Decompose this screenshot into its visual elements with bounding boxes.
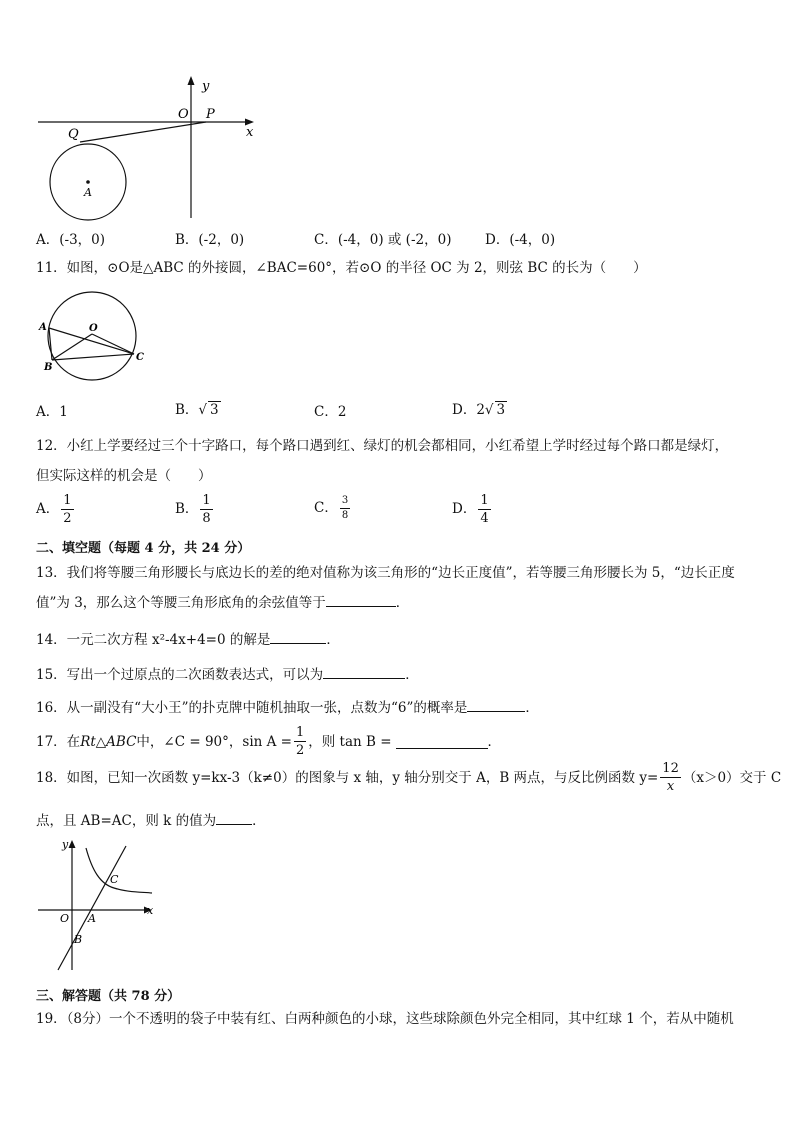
label-c: C <box>136 352 144 363</box>
fraction <box>61 494 73 525</box>
q13-question-line1: 13．我们将等腰三角形腰长与底边长的差的绝对值称为该三角形的“边长正度值”，若等腰三角形腰长为 5，“边长正度 <box>36 565 735 581</box>
q10-option-c: C．(-4，0) 或 (-2，0) <box>314 232 452 248</box>
label-a: A <box>84 186 92 199</box>
label-o: O <box>178 107 189 122</box>
label-x: x <box>246 125 254 140</box>
q11-option-b <box>175 398 221 418</box>
question-text: 14．一元二次方程 x²-4x+4=0 的解是 <box>36 632 271 648</box>
fraction <box>478 494 490 525</box>
q13-question-line2 <box>36 592 409 613</box>
numerator: 1 <box>480 493 489 508</box>
q15-question <box>36 664 419 685</box>
option-label: B． <box>175 501 199 517</box>
q10-option-b: B．(-2，0) <box>175 232 245 248</box>
fraction <box>340 496 350 521</box>
q12-option-c <box>314 496 352 521</box>
option-prefix: D．2 <box>452 402 485 418</box>
denominator: x <box>666 779 675 794</box>
answer-blank[interactable] <box>396 734 488 749</box>
q14-question <box>36 629 340 650</box>
q12-question-line2: 但实际这样的机会是（ ） <box>36 468 212 484</box>
question-text: 18．如图，已知一次函数 y=kx-3（k≠0）的图象与 x 轴，y 轴分别交于 A，B 两点，与反比例函数 y= <box>36 769 659 786</box>
q11-option-d <box>452 398 507 418</box>
segment-oc <box>92 334 134 354</box>
numerator: 3 <box>341 495 349 506</box>
option-prefix: B． <box>175 402 199 418</box>
q12-question-line1: 12．小红上学要经过三个十字路口，每个路口遇到红、绿灯的机会都相同，小红希望上学时经过每个路口都是绿灯， <box>36 438 729 454</box>
segment-ob <box>52 334 92 360</box>
label-a: A <box>39 322 47 333</box>
denominator: 8 <box>202 511 211 526</box>
rt-symbol: Rt <box>80 733 96 750</box>
q12-option-d <box>452 494 493 525</box>
denominator: 2 <box>63 511 72 526</box>
q18-figure <box>34 836 164 976</box>
q10-option-d: D．(-4，0) <box>485 232 556 248</box>
numerator: 12 <box>662 761 679 776</box>
q17-question <box>36 726 501 757</box>
label-x: x <box>147 904 154 917</box>
section-2-heading: 二、填空题（每题 4 分，共 24 分） <box>36 541 251 556</box>
radicand: 3 <box>496 402 506 418</box>
option-label: C． <box>314 500 338 516</box>
segment-ab <box>49 328 52 360</box>
period: ． <box>395 595 410 611</box>
label-y: y <box>202 79 210 94</box>
denominator: 4 <box>480 511 489 526</box>
question-text-end: （x＞0）交于 C <box>682 769 782 786</box>
numerator: 1 <box>63 493 72 508</box>
label-b: B <box>44 362 53 373</box>
q18-question-line2 <box>36 810 266 831</box>
q10-option-a: A．(-3，0) <box>36 232 106 248</box>
triangle-abc: △ABC <box>95 733 137 750</box>
y-axis-arrow <box>188 76 195 85</box>
denominator: 8 <box>341 510 349 521</box>
circumcircle-o <box>48 292 136 380</box>
question-post: ，则 tan B = <box>308 733 392 750</box>
period: ． <box>487 733 502 750</box>
q16-question <box>36 697 539 718</box>
q11-option-c: C．2 <box>314 404 347 420</box>
label-q: Q <box>68 127 79 142</box>
y-axis-arrow <box>69 840 76 848</box>
label-o: O <box>89 323 98 334</box>
question-mid: 中，∠C = 90°，sin A = <box>136 733 292 750</box>
question-text: 16．从一副没有“大小王”的扑克牌中随机抽取一张，点数为“6”的概率是 <box>36 700 468 716</box>
answer-blank[interactable] <box>323 664 405 679</box>
question-text: 值”为 3，那么这个等腰三角形底角的余弦值等于 <box>36 595 326 611</box>
answer-blank[interactable] <box>216 810 252 825</box>
numerator: 1 <box>202 493 211 508</box>
denominator: 2 <box>295 743 305 758</box>
fraction-12-over-x <box>660 762 681 793</box>
q18-question-line1 <box>36 762 781 793</box>
label-c: C <box>110 873 119 886</box>
q10-figure <box>30 72 270 224</box>
fraction-one-half <box>294 726 306 757</box>
section-3-heading: 三、解答题（共 78 分） <box>36 989 181 1004</box>
sqrt-expression: √ 3 <box>484 402 506 418</box>
radicand: 3 <box>210 402 219 418</box>
answer-blank[interactable] <box>270 629 326 644</box>
sqrt-expression: √ 3 <box>198 402 219 418</box>
question-text: 15．写出一个过原点的二次函数表达式，可以为 <box>36 667 324 683</box>
q12-option-b <box>175 494 215 525</box>
option-label: D． <box>452 501 477 517</box>
label-a: A <box>88 912 96 925</box>
fraction <box>200 494 212 525</box>
center-point-a <box>86 180 90 184</box>
answer-blank[interactable] <box>467 697 525 712</box>
label-b: B <box>74 933 83 946</box>
label-o: O <box>60 912 70 925</box>
q19-question: 19．（8分）一个不透明的袋子中装有红、白两种颜色的小球，这些球除颜色外完全相同，其中红球 1 个，若从中随机 <box>36 1011 734 1027</box>
q11-figure <box>36 288 156 388</box>
period: ． <box>326 632 340 648</box>
label-y: y <box>62 838 69 851</box>
label-p: P <box>206 107 215 122</box>
q12-option-a <box>36 494 76 525</box>
question-text: 点，且 AB=AC，则 k 的值为 <box>36 813 217 829</box>
hyperbola-curve <box>86 848 152 893</box>
q11-option-a: A．1 <box>36 404 68 420</box>
option-label: A． <box>36 501 60 517</box>
period: ． <box>405 667 419 683</box>
period: ． <box>252 813 266 829</box>
segment-bc <box>52 354 134 360</box>
numerator: 1 <box>295 725 305 740</box>
question-prefix: 17．在 <box>36 733 81 750</box>
period: ． <box>525 700 539 716</box>
q11-question: 11．如图，⊙O是△ABC 的外接圆，∠BAC=60°，若⊙O 的半径 OC 为 2，则弦 BC 的长为（ ） <box>36 260 647 276</box>
answer-blank[interactable] <box>326 592 396 607</box>
tangent-line-pq <box>80 122 206 142</box>
